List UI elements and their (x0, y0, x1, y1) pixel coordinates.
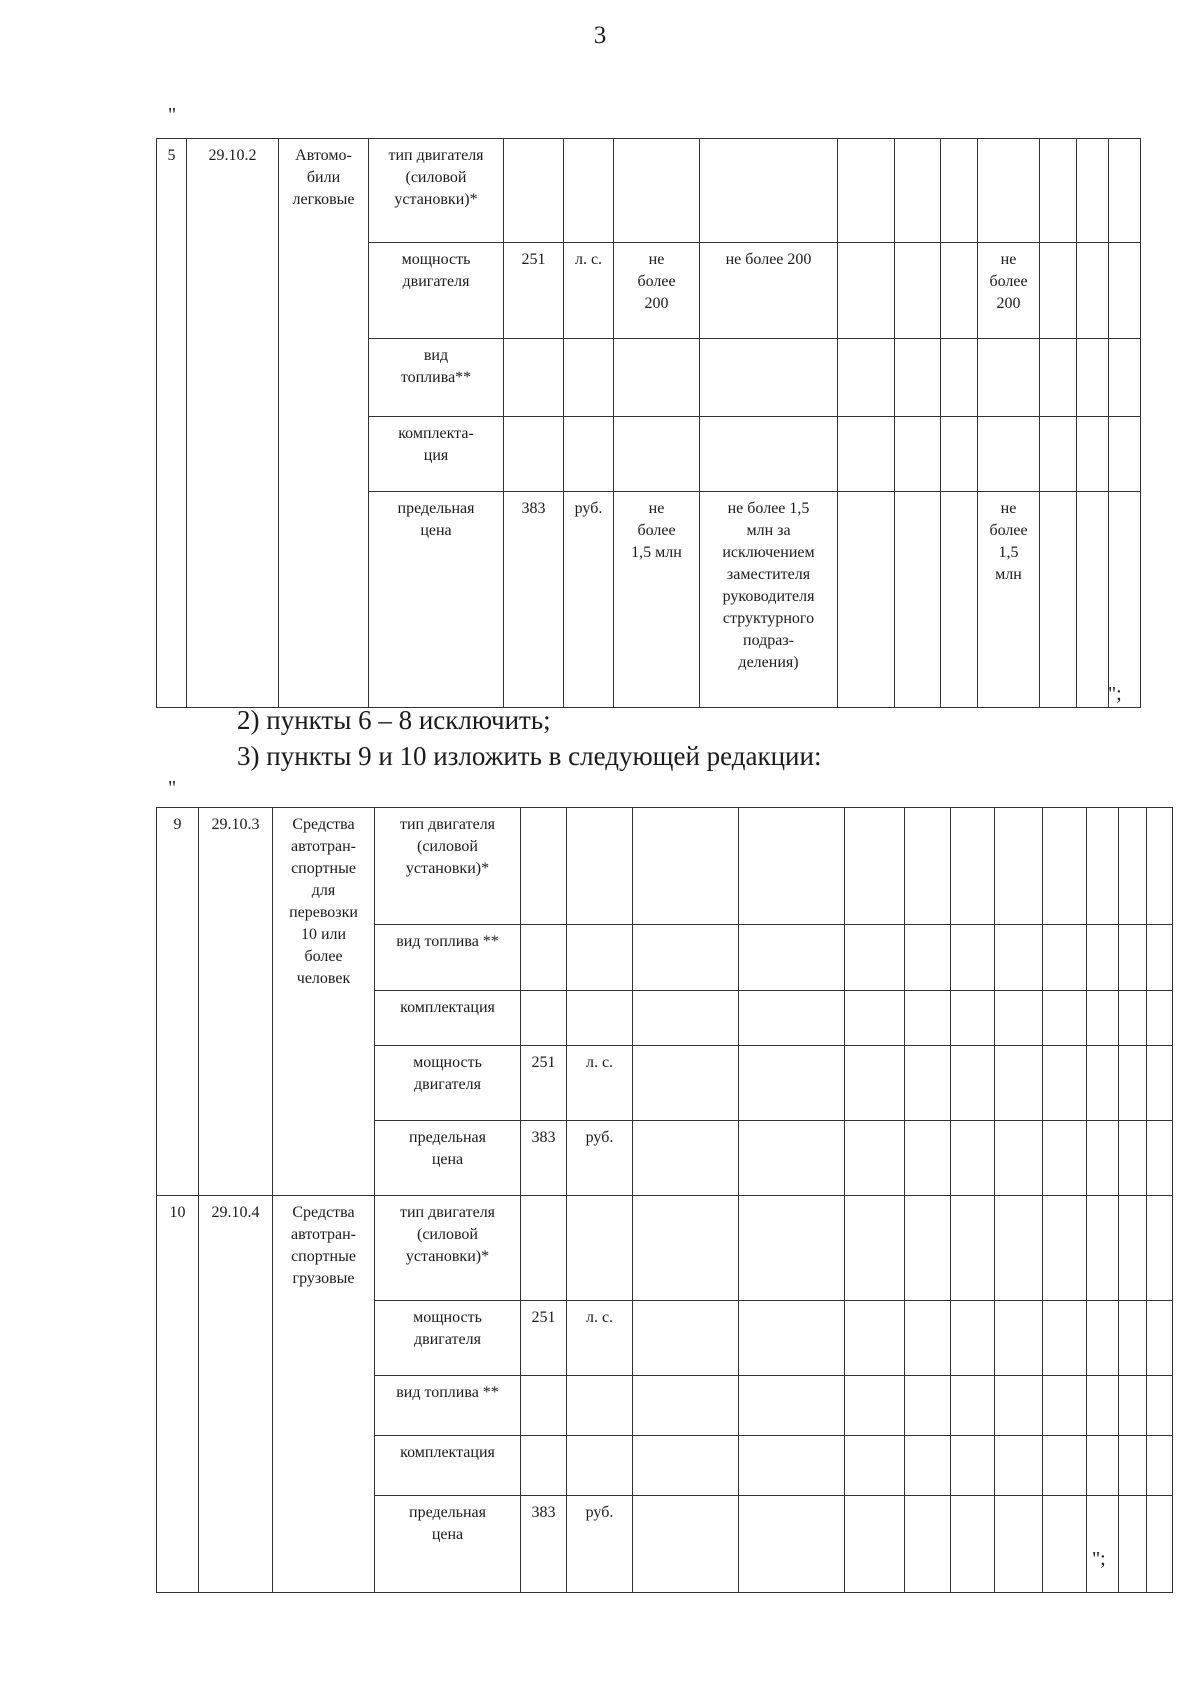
value-cell: не более 200 (700, 243, 838, 339)
empty-cell (1040, 339, 1077, 417)
characteristic-name: комплектация (375, 1436, 521, 1496)
empty-cell (941, 492, 978, 708)
empty-cell (1043, 1196, 1087, 1301)
value-cell (614, 139, 700, 243)
characteristic-name: мощность двигателя (369, 243, 504, 339)
characteristic-name: вид топлива** (369, 339, 504, 417)
empty-cell (1043, 925, 1087, 991)
empty-cell (739, 1196, 845, 1301)
empty-cell (951, 808, 995, 925)
empty-cell (995, 1046, 1043, 1121)
empty-cell (1043, 808, 1087, 925)
empty-cell (1087, 1496, 1119, 1593)
unit-name: руб. (564, 492, 614, 708)
empty-cell (1040, 139, 1077, 243)
paragraph-3: 3) пункты 9 и 10 изложить в следующей редакции: (237, 741, 822, 771)
empty-cell (845, 1496, 905, 1593)
empty-cell (951, 1196, 995, 1301)
okpd-code: 29.10.3 (199, 808, 273, 1196)
value-cell (978, 139, 1040, 243)
empty-cell (1043, 1121, 1087, 1196)
unit-name: л. с. (564, 243, 614, 339)
characteristic-name: предельная цена (375, 1121, 521, 1196)
value-cell: не более 1,5 млн за исключением заместителя руководителя структурного подраз- деления) (700, 492, 838, 708)
unit-name (564, 417, 614, 492)
empty-cell (1109, 139, 1141, 243)
characteristic-name: мощность двигателя (375, 1301, 521, 1376)
unit-name: руб. (567, 1496, 633, 1593)
empty-cell (1119, 1046, 1147, 1121)
empty-cell (995, 1301, 1043, 1376)
empty-cell (845, 925, 905, 991)
empty-cell (1147, 1196, 1173, 1301)
empty-cell (838, 417, 895, 492)
empty-cell (905, 808, 951, 925)
empty-cell (895, 339, 941, 417)
characteristic-name: тип двигателя (силовой установки)* (375, 1196, 521, 1301)
empty-cell (995, 991, 1043, 1046)
empty-cell (905, 925, 951, 991)
okpd-code: 29.10.2 (187, 139, 279, 708)
empty-cell (1119, 991, 1147, 1046)
empty-cell (1119, 1376, 1147, 1436)
empty-cell (1109, 417, 1141, 492)
empty-cell (739, 1301, 845, 1376)
empty-cell (845, 1121, 905, 1196)
okei-code (521, 808, 567, 925)
empty-cell (838, 243, 895, 339)
empty-cell (1147, 925, 1173, 991)
opening-quote-2: " (168, 777, 177, 799)
value-cell: не более 200 (978, 243, 1040, 339)
empty-cell (845, 1046, 905, 1121)
empty-cell (838, 139, 895, 243)
empty-cell (1087, 1196, 1119, 1301)
empty-cell (995, 1121, 1043, 1196)
empty-cell (995, 1376, 1043, 1436)
value-cell (700, 339, 838, 417)
empty-cell (951, 991, 995, 1046)
empty-cell (845, 1436, 905, 1496)
empty-cell (941, 243, 978, 339)
empty-cell (905, 1046, 951, 1121)
empty-cell (1043, 1496, 1087, 1593)
okei-code (521, 1376, 567, 1436)
okei-code (521, 991, 567, 1046)
empty-cell (1087, 1436, 1119, 1496)
empty-cell (739, 1376, 845, 1436)
empty-cell (895, 492, 941, 708)
empty-cell (633, 1196, 739, 1301)
empty-cell (951, 925, 995, 991)
empty-cell (1043, 1301, 1087, 1376)
empty-cell (1087, 1121, 1119, 1196)
empty-cell (941, 417, 978, 492)
opening-quote-1: " (168, 104, 177, 126)
empty-cell (1043, 1436, 1087, 1496)
empty-cell (995, 925, 1043, 991)
okei-code: 251 (504, 243, 564, 339)
empty-cell (1119, 1121, 1147, 1196)
unit-name (564, 339, 614, 417)
empty-cell (633, 1496, 739, 1593)
empty-cell (895, 417, 941, 492)
empty-cell (1043, 1376, 1087, 1436)
empty-cell (1077, 492, 1109, 708)
empty-cell (1147, 1436, 1173, 1496)
empty-cell (905, 1196, 951, 1301)
empty-cell (1119, 1436, 1147, 1496)
empty-cell (1147, 1046, 1173, 1121)
empty-cell (1109, 339, 1141, 417)
unit-name: л. с. (567, 1046, 633, 1121)
empty-cell (1147, 1301, 1173, 1376)
okei-code: 383 (521, 1121, 567, 1196)
empty-cell (739, 1046, 845, 1121)
empty-cell (633, 1121, 739, 1196)
empty-cell (1040, 492, 1077, 708)
empty-cell (1087, 991, 1119, 1046)
okei-code (504, 417, 564, 492)
table-row (157, 1196, 1173, 1301)
empty-cell (1147, 1376, 1173, 1436)
empty-cell (995, 1436, 1043, 1496)
characteristic-name: комплекта- ция (369, 417, 504, 492)
empty-cell (905, 1376, 951, 1436)
closing-quote-2: "; (1092, 1548, 1106, 1570)
okei-code (521, 1436, 567, 1496)
empty-cell (951, 1121, 995, 1196)
item-number: 10 (157, 1196, 199, 1593)
okei-code: 251 (521, 1301, 567, 1376)
empty-cell (1040, 417, 1077, 492)
empty-cell (1087, 1301, 1119, 1376)
empty-cell (941, 339, 978, 417)
item-number: 5 (157, 139, 187, 708)
empty-cell (1119, 925, 1147, 991)
empty-cell (633, 991, 739, 1046)
empty-cell (845, 991, 905, 1046)
empty-cell (905, 1301, 951, 1376)
closing-quote-1: "; (1108, 683, 1122, 705)
unit-name (567, 925, 633, 991)
empty-cell (845, 1376, 905, 1436)
empty-cell (951, 1376, 995, 1436)
empty-cell (633, 1046, 739, 1121)
empty-cell (1109, 492, 1141, 708)
empty-cell (1147, 1496, 1173, 1593)
unit-name: л. с. (567, 1301, 633, 1376)
empty-cell (1043, 991, 1087, 1046)
empty-cell (1119, 1196, 1147, 1301)
value-cell: не более 1,5 млн (978, 492, 1040, 708)
value-cell (614, 339, 700, 417)
okei-code (504, 339, 564, 417)
okei-code: 383 (521, 1496, 567, 1593)
characteristic-name: тип двигателя (силовой установки)* (369, 139, 504, 243)
empty-cell (1147, 991, 1173, 1046)
okei-code (521, 925, 567, 991)
unit-name (567, 991, 633, 1046)
empty-cell (739, 1436, 845, 1496)
empty-cell (1077, 339, 1109, 417)
empty-cell (895, 243, 941, 339)
unit-name (564, 139, 614, 243)
empty-cell (1119, 1301, 1147, 1376)
okpd-code: 29.10.4 (199, 1196, 273, 1593)
empty-cell (739, 1121, 845, 1196)
item-name: Автомо- били легковые (279, 139, 369, 708)
value-cell (978, 339, 1040, 417)
empty-cell (1043, 1046, 1087, 1121)
empty-cell (838, 339, 895, 417)
empty-cell (1077, 139, 1109, 243)
characteristic-name: тип двигателя (силовой установки)* (375, 808, 521, 925)
empty-cell (1077, 243, 1109, 339)
empty-cell (845, 1301, 905, 1376)
empty-cell (633, 1376, 739, 1436)
okei-code (504, 139, 564, 243)
empty-cell (739, 925, 845, 991)
requirements-table-2 (156, 807, 1173, 1593)
empty-cell (905, 1121, 951, 1196)
empty-cell (995, 808, 1043, 925)
characteristic-name: предельная цена (375, 1496, 521, 1593)
empty-cell (1077, 417, 1109, 492)
okei-code: 251 (521, 1046, 567, 1121)
empty-cell (951, 1046, 995, 1121)
empty-cell (1087, 808, 1119, 925)
value-cell: не более 200 (614, 243, 700, 339)
empty-cell (1109, 243, 1141, 339)
empty-cell (1147, 808, 1173, 925)
empty-cell (845, 1196, 905, 1301)
okei-code (521, 1196, 567, 1301)
value-cell (700, 417, 838, 492)
empty-cell (633, 1436, 739, 1496)
empty-cell (1040, 243, 1077, 339)
table-row (157, 139, 1141, 243)
item-name: Средства автотран- спортные грузовые (273, 1196, 375, 1593)
empty-cell (633, 808, 739, 925)
empty-cell (1087, 1376, 1119, 1436)
paragraph-2: 2) пункты 6 – 8 исключить; (237, 705, 551, 735)
unit-name (567, 808, 633, 925)
empty-cell (941, 139, 978, 243)
empty-cell (633, 1301, 739, 1376)
empty-cell (633, 925, 739, 991)
empty-cell (905, 1436, 951, 1496)
empty-cell (951, 1301, 995, 1376)
characteristic-name: мощность двигателя (375, 1046, 521, 1121)
value-cell (978, 417, 1040, 492)
value-cell: не более 1,5 млн (614, 492, 700, 708)
item-number: 9 (157, 808, 199, 1196)
empty-cell (838, 492, 895, 708)
unit-name (567, 1376, 633, 1436)
empty-cell (1087, 925, 1119, 991)
empty-cell (995, 1496, 1043, 1593)
unit-name: руб. (567, 1121, 633, 1196)
item-name: Средства автотран- спортные для перевозки 10 или более человек (273, 808, 375, 1196)
empty-cell (739, 1496, 845, 1593)
table-row (157, 808, 1173, 925)
empty-cell (739, 808, 845, 925)
page-number: 3 (593, 22, 607, 49)
requirements-table-1 (156, 138, 1141, 708)
unit-name (567, 1196, 633, 1301)
empty-cell (995, 1196, 1043, 1301)
empty-cell (895, 139, 941, 243)
empty-cell (1119, 1496, 1147, 1593)
empty-cell (951, 1436, 995, 1496)
characteristic-name: комплектация (375, 991, 521, 1046)
unit-name (567, 1436, 633, 1496)
empty-cell (905, 991, 951, 1046)
okei-code: 383 (504, 492, 564, 708)
characteristic-name: вид топлива ** (375, 1376, 521, 1436)
empty-cell (739, 991, 845, 1046)
empty-cell (1087, 1046, 1119, 1121)
value-cell (614, 417, 700, 492)
characteristic-name: предельная цена (369, 492, 504, 708)
empty-cell (1147, 1121, 1173, 1196)
characteristic-name: вид топлива ** (375, 925, 521, 991)
empty-cell (1119, 808, 1147, 925)
empty-cell (905, 1496, 951, 1593)
value-cell (700, 139, 838, 243)
empty-cell (951, 1496, 995, 1593)
empty-cell (845, 808, 905, 925)
